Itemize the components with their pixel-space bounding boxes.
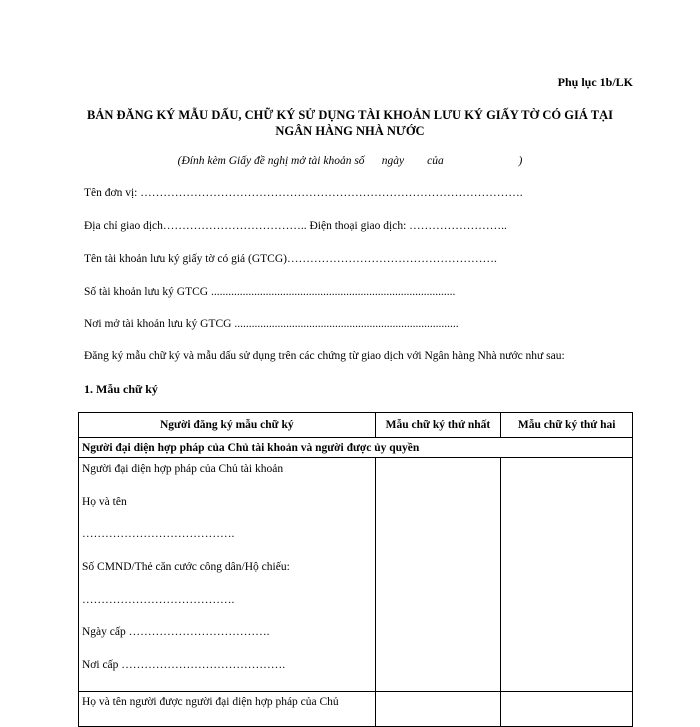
account-name-field: Tên tài khoản lưu ký giấy tờ có giá (GTCG)………………………………………………. bbox=[84, 253, 497, 265]
id-number-blank: …………………………………. bbox=[82, 593, 235, 606]
id-number-label: Số CMND/Thẻ căn cước công dân/Hộ chiếu: bbox=[82, 561, 290, 574]
group-row bbox=[79, 438, 633, 458]
address-phone-field: Địa chỉ giao dịch……………………………….. Điện thoại giao dịch: …………………….. bbox=[84, 220, 507, 232]
full-name-label: Họ và tên bbox=[82, 495, 127, 508]
signature-sample-2-cell bbox=[501, 458, 633, 692]
representative-label: Người đại diện hợp pháp của Chủ tài khoản bbox=[82, 463, 284, 475]
full-name-blank: …………………………………. bbox=[82, 528, 235, 541]
section-title-signatures: 1. Mẫu chữ ký bbox=[84, 382, 158, 396]
account-place-field: Nơi mở tài khoản lưu ký GTCG .............................................................................. bbox=[84, 318, 459, 330]
registration-statement: Đăng ký mẫu chữ ký và mẫu dấu sử dụng trên các chứng từ giao dịch với Ngân hàng Nhà nước như sau: bbox=[84, 350, 565, 362]
authorized-person-cell: Họ và tên người được người đại diện hợp pháp của Chủ bbox=[79, 691, 376, 726]
title-line-1: BẢN ĐĂNG KÝ MẪU DẤU, CHỮ KÝ SỬ DỤNG TÀI KHOẢN LƯU KÝ GIẤY TỜ CÓ GIÁ TẠI bbox=[87, 108, 613, 122]
appendix-label: Phụ lục 1b/LK bbox=[557, 75, 633, 89]
table-row bbox=[79, 691, 633, 726]
issue-date-field: Ngày cấp ………………………………. bbox=[82, 626, 270, 639]
table-header-row bbox=[79, 413, 633, 438]
signature-sample-2-cell-2 bbox=[501, 691, 633, 726]
person-details-cell bbox=[79, 458, 376, 692]
unit-name-field: Tên đơn vị: ………………………………………………………………………………………. bbox=[84, 187, 523, 199]
signature-sample-1-cell bbox=[375, 458, 501, 692]
header-signature-2: Mẫu chữ ký thứ hai bbox=[501, 413, 633, 438]
group-row-label: Người đại diện hợp pháp của Chủ tài khoản và người được ủy quyền bbox=[79, 438, 633, 458]
issue-place-field: Nơi cấp ……………………………………. bbox=[82, 659, 286, 672]
table-row bbox=[79, 458, 633, 692]
header-registrant: Người đăng ký mẫu chữ ký bbox=[79, 413, 376, 438]
attached-note: (Đính kèm Giấy đề nghị mở tài khoản số ngày của ) bbox=[177, 155, 523, 167]
signature-sample-1-cell-2 bbox=[375, 691, 501, 726]
header-signature-1: Mẫu chữ ký thứ nhất bbox=[375, 413, 501, 438]
account-number-field: Số tài khoản lưu ký GTCG ..................................................................................... bbox=[84, 286, 456, 298]
signature-table bbox=[78, 412, 633, 727]
document-title bbox=[60, 107, 640, 139]
title-line-2: NGÂN HÀNG NHÀ NƯỚC bbox=[275, 124, 425, 138]
